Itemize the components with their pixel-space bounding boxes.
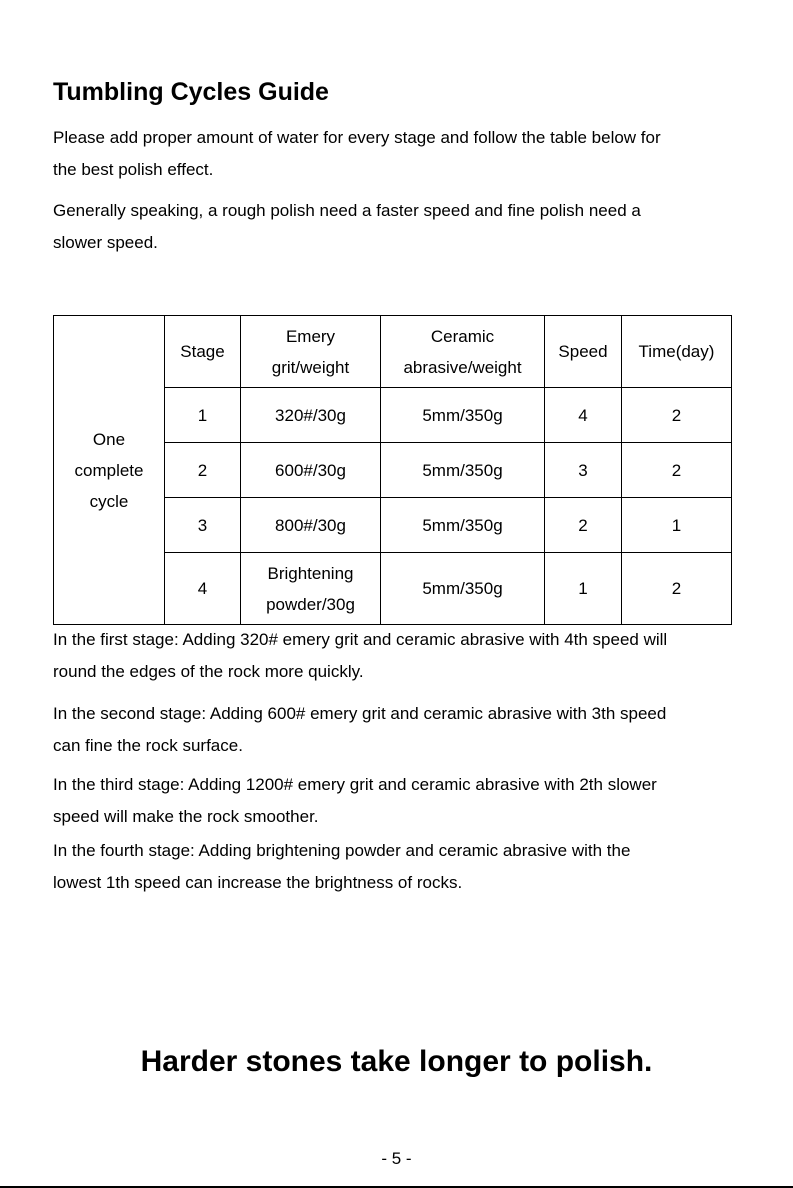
table-header-row [54,316,732,388]
header-emery: Emery grit/weight [241,316,381,388]
intro-line: Please add proper amount of water for every stage and follow the table below for [53,128,661,147]
tumbling-cycle-table [53,315,732,625]
note-line: round the edges of the rock more quickly. [53,662,364,681]
ceramic-cell: 5mm/350g [381,498,545,553]
note-fourth-stage [53,835,753,899]
stage-cell: 1 [165,388,241,443]
header-stage: Stage [165,316,241,388]
page-number: - 5 - [381,1149,412,1168]
note-line: lowest 1th speed can increase the brightness of rocks. [53,873,463,892]
speed-cell: 1 [545,553,622,625]
note-line: speed will make the rock smoother. [53,807,319,826]
speed-cell: 4 [545,388,622,443]
emery-cell: 600#/30g [241,443,381,498]
time-cell: 2 [622,443,732,498]
intro-line: slower speed. [53,233,158,252]
note-second-stage [53,698,753,762]
header-speed: Speed [545,316,622,388]
header-time: Time(day) [622,316,732,388]
emery-cell: 320#/30g [241,388,381,443]
note-third-stage [53,769,753,833]
intro-line: the best polish effect. [53,160,214,179]
ceramic-cell: 5mm/350g [381,388,545,443]
stage-cell: 2 [165,443,241,498]
intro-paragraph-speed [53,195,753,259]
stage-cell: 3 [165,498,241,553]
cycle-group-label: One complete cycle [54,316,165,625]
header-ceramic: Ceramic abrasive/weight [381,316,545,388]
speed-cell: 3 [545,443,622,498]
ceramic-cell: 5mm/350g [381,443,545,498]
note-line: In the second stage: Adding 600# emery grit and ceramic abrasive with 3th speed [53,704,667,723]
ceramic-cell: 5mm/350g [381,553,545,625]
time-cell: 2 [622,553,732,625]
note-line: In the fourth stage: Adding brightening powder and ceramic abrasive with the [53,841,631,860]
speed-cell: 2 [545,498,622,553]
time-cell: 1 [622,498,732,553]
intro-paragraph-water [53,122,753,186]
emery-cell: Brightening powder/30g [241,553,381,625]
time-cell: 2 [622,388,732,443]
note-line: In the third stage: Adding 1200# emery grit and ceramic abrasive with 2th slower [53,775,657,794]
closing-statement: Harder stones take longer to polish. [140,1045,653,1078]
note-line: In the first stage: Adding 320# emery grit and ceramic abrasive with 4th speed will [53,630,668,649]
intro-line: Generally speaking, a rough polish need a faster speed and fine polish need a [53,201,641,220]
page-title: Tumbling Cycles Guide [53,78,329,106]
note-first-stage [53,624,753,688]
note-line: can fine the rock surface. [53,736,243,755]
stage-cell: 4 [165,553,241,625]
emery-cell: 800#/30g [241,498,381,553]
